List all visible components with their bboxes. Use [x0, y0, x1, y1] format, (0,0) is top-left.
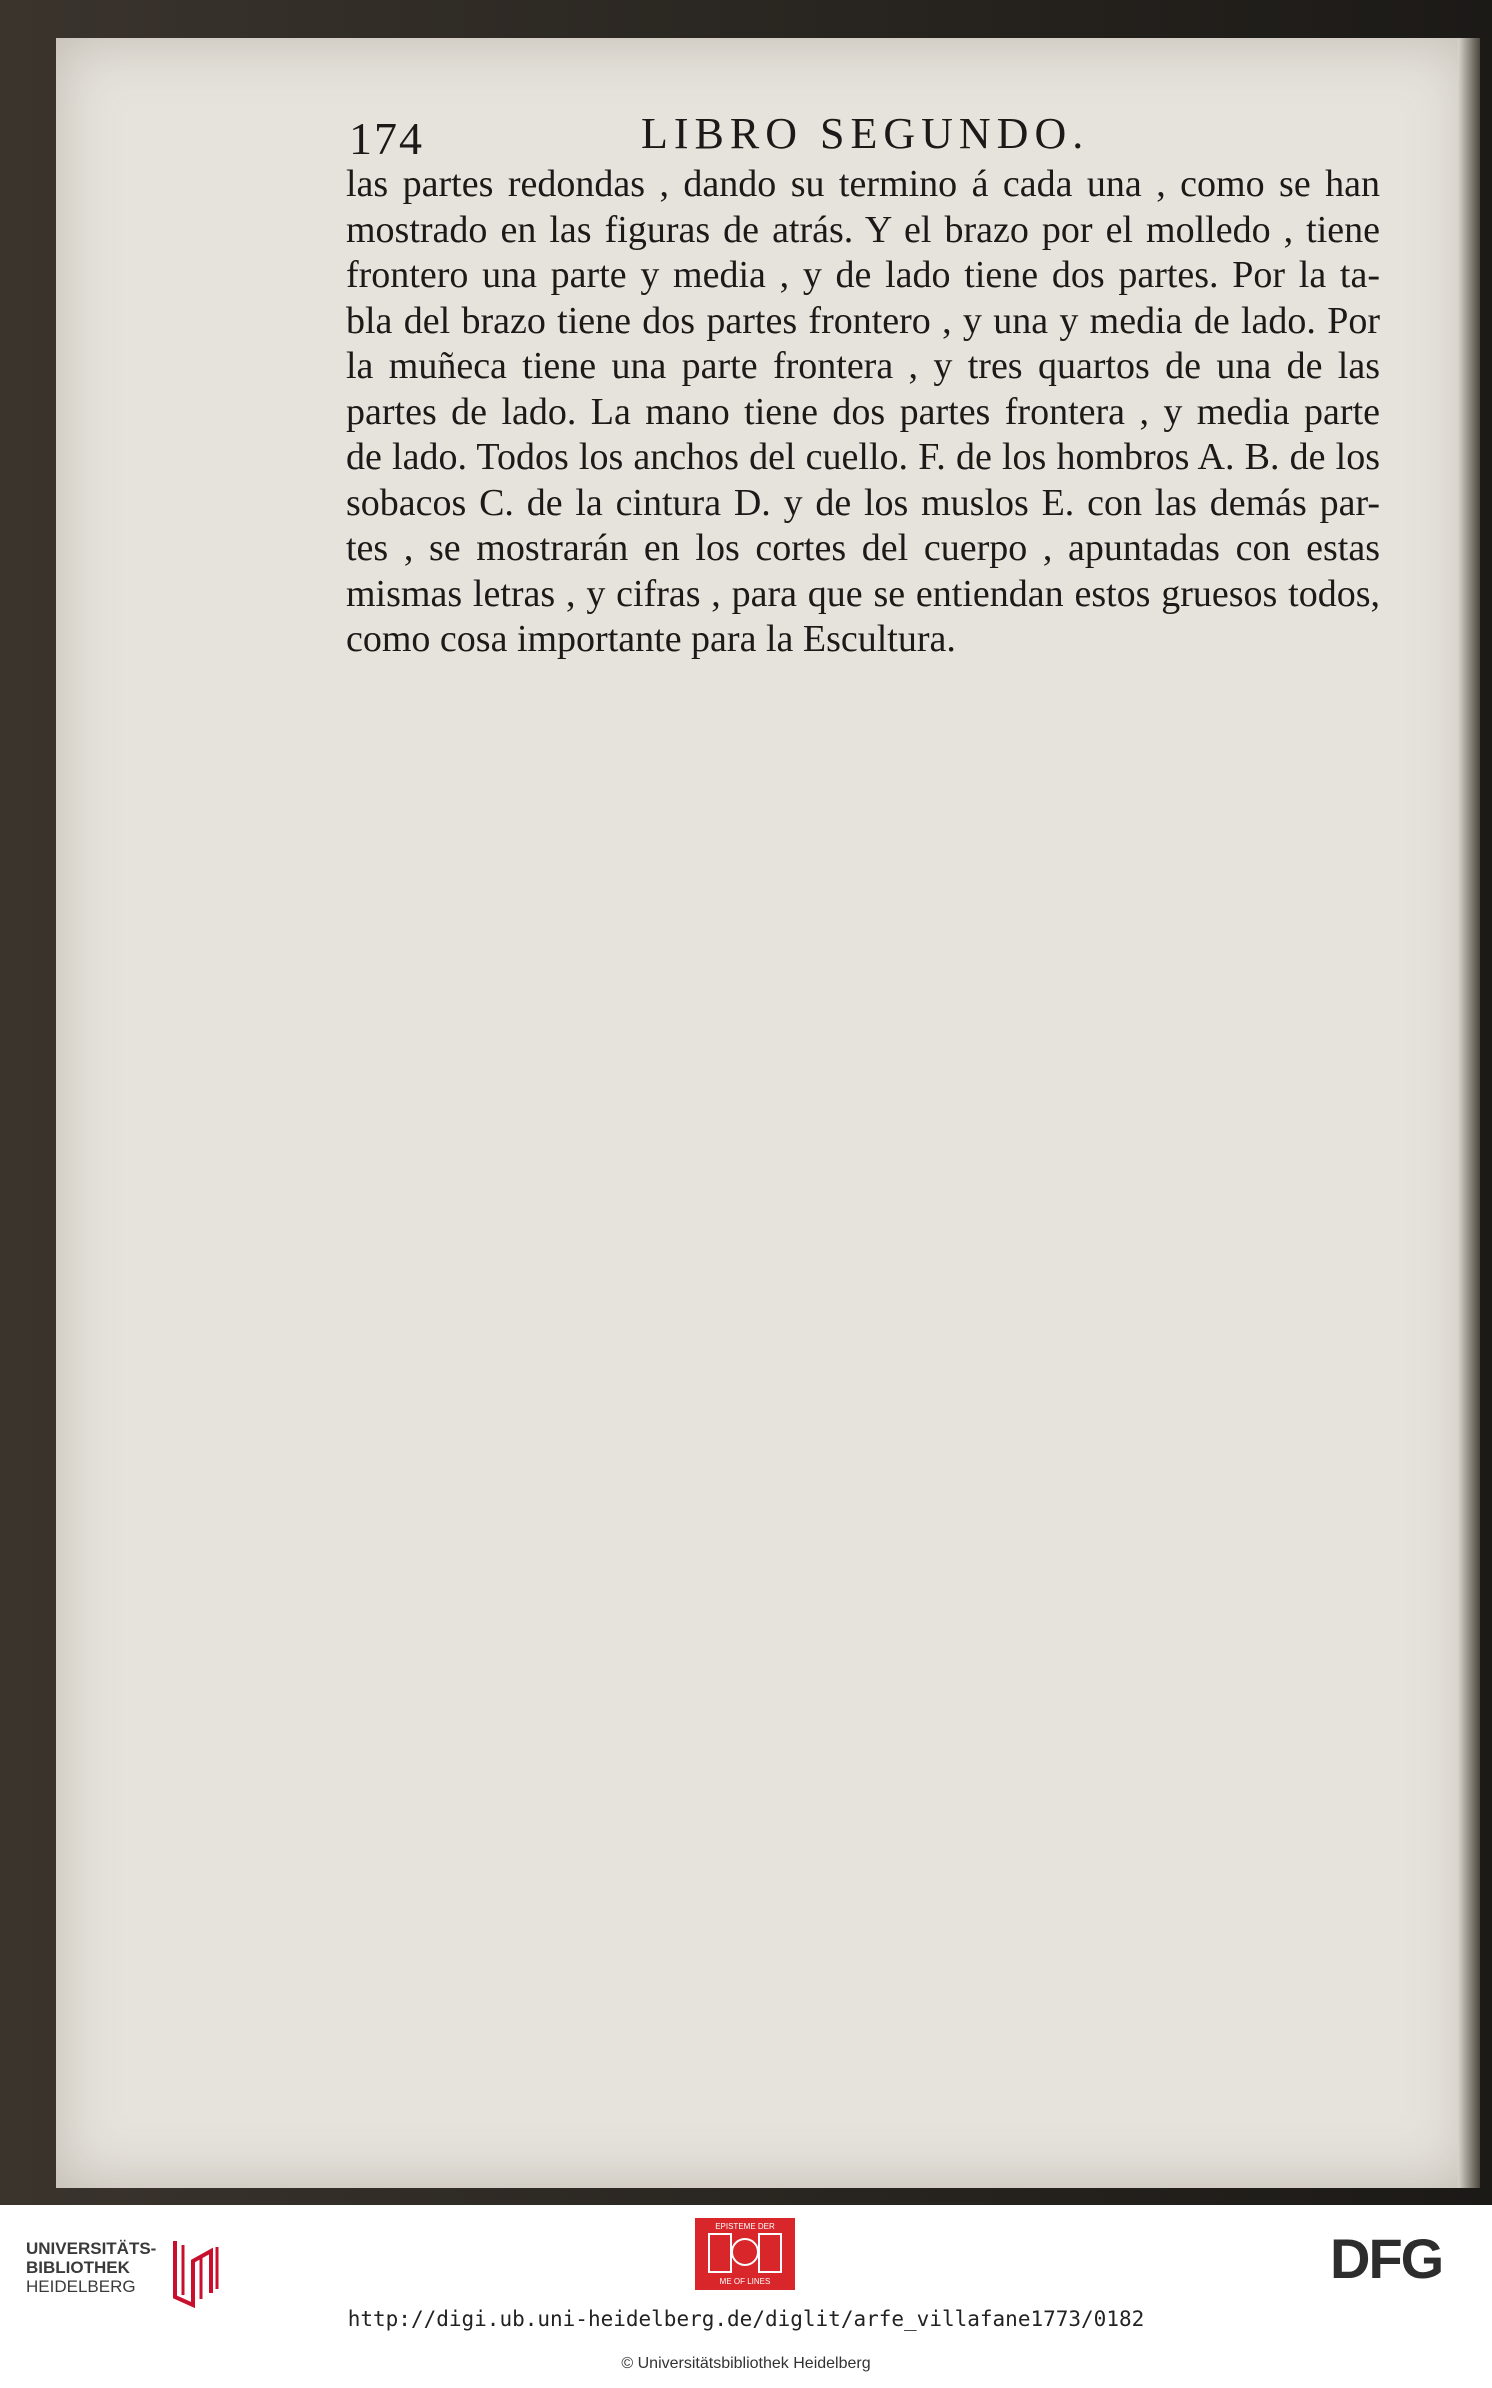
text-line: sobacos C. de la cintura D. y de los muslos E. con las demás par-	[346, 481, 1380, 524]
episteme-logo[interactable]	[695, 2218, 795, 2290]
page-header	[349, 108, 1409, 168]
text-line: mismas letras , y cifras , para que se entiendan estos gruesos todos,	[346, 572, 1380, 615]
library-name-line2: BIBLIOTHEK	[26, 2258, 130, 2277]
copyright-notice: © Universitätsbibliothek Heidelberg	[621, 2355, 871, 2372]
episteme-top-text: EPISTEME DER	[715, 2222, 775, 2231]
text-line: bla del brazo tiene dos partes frontero , y una y media de lado. Por	[346, 299, 1380, 342]
text-line: frontero una parte y media , y de lado tiene dos partes. Por la ta-	[346, 254, 1380, 296]
text-line: partes de lado. La mano tiene dos partes frontera , y media parte	[346, 390, 1380, 433]
library-name-line3: HEIDELBERG	[26, 2277, 136, 2296]
university-mark-icon	[171, 2237, 221, 2309]
text-line: como cosa importante para la Escultura.	[346, 618, 956, 660]
text-line: la muñeca tiene una parte frontera , y tres quartos de una de las	[346, 345, 1380, 387]
permalink-url[interactable]: http://digi.ub.uni-heidelberg.de/diglit/arfe_villafane1773/0182	[347, 2307, 1145, 2331]
text-line: mostrado en las figuras de atrás. Y el brazo por el molledo , tiene	[346, 208, 1380, 251]
library-name-line1: UNIVERSITÄTS-	[26, 2239, 157, 2258]
body-text	[346, 162, 1380, 663]
text-line: las partes redondas , dando su termino á cada una , como se han	[346, 163, 1380, 205]
dfg-logo[interactable]: DFG	[1330, 2227, 1443, 2290]
episteme-bottom-text: ME OF LINES	[719, 2277, 771, 2286]
text-line: tes , se mostrarán en los cortes del cuerpo , apuntadas con estas	[346, 527, 1380, 569]
footer	[0, 2205, 1492, 2388]
library-name	[26, 2239, 156, 2296]
running-title: LIBRO SEGUNDO.	[641, 109, 1090, 158]
page-number: 174	[349, 113, 424, 164]
text-line: de lado. Todos los anchos del cuello. F. de los hombros A. B. de los	[346, 436, 1380, 478]
show-through-text	[326, 718, 1466, 2118]
university-library-logo[interactable]	[26, 2229, 216, 2309]
